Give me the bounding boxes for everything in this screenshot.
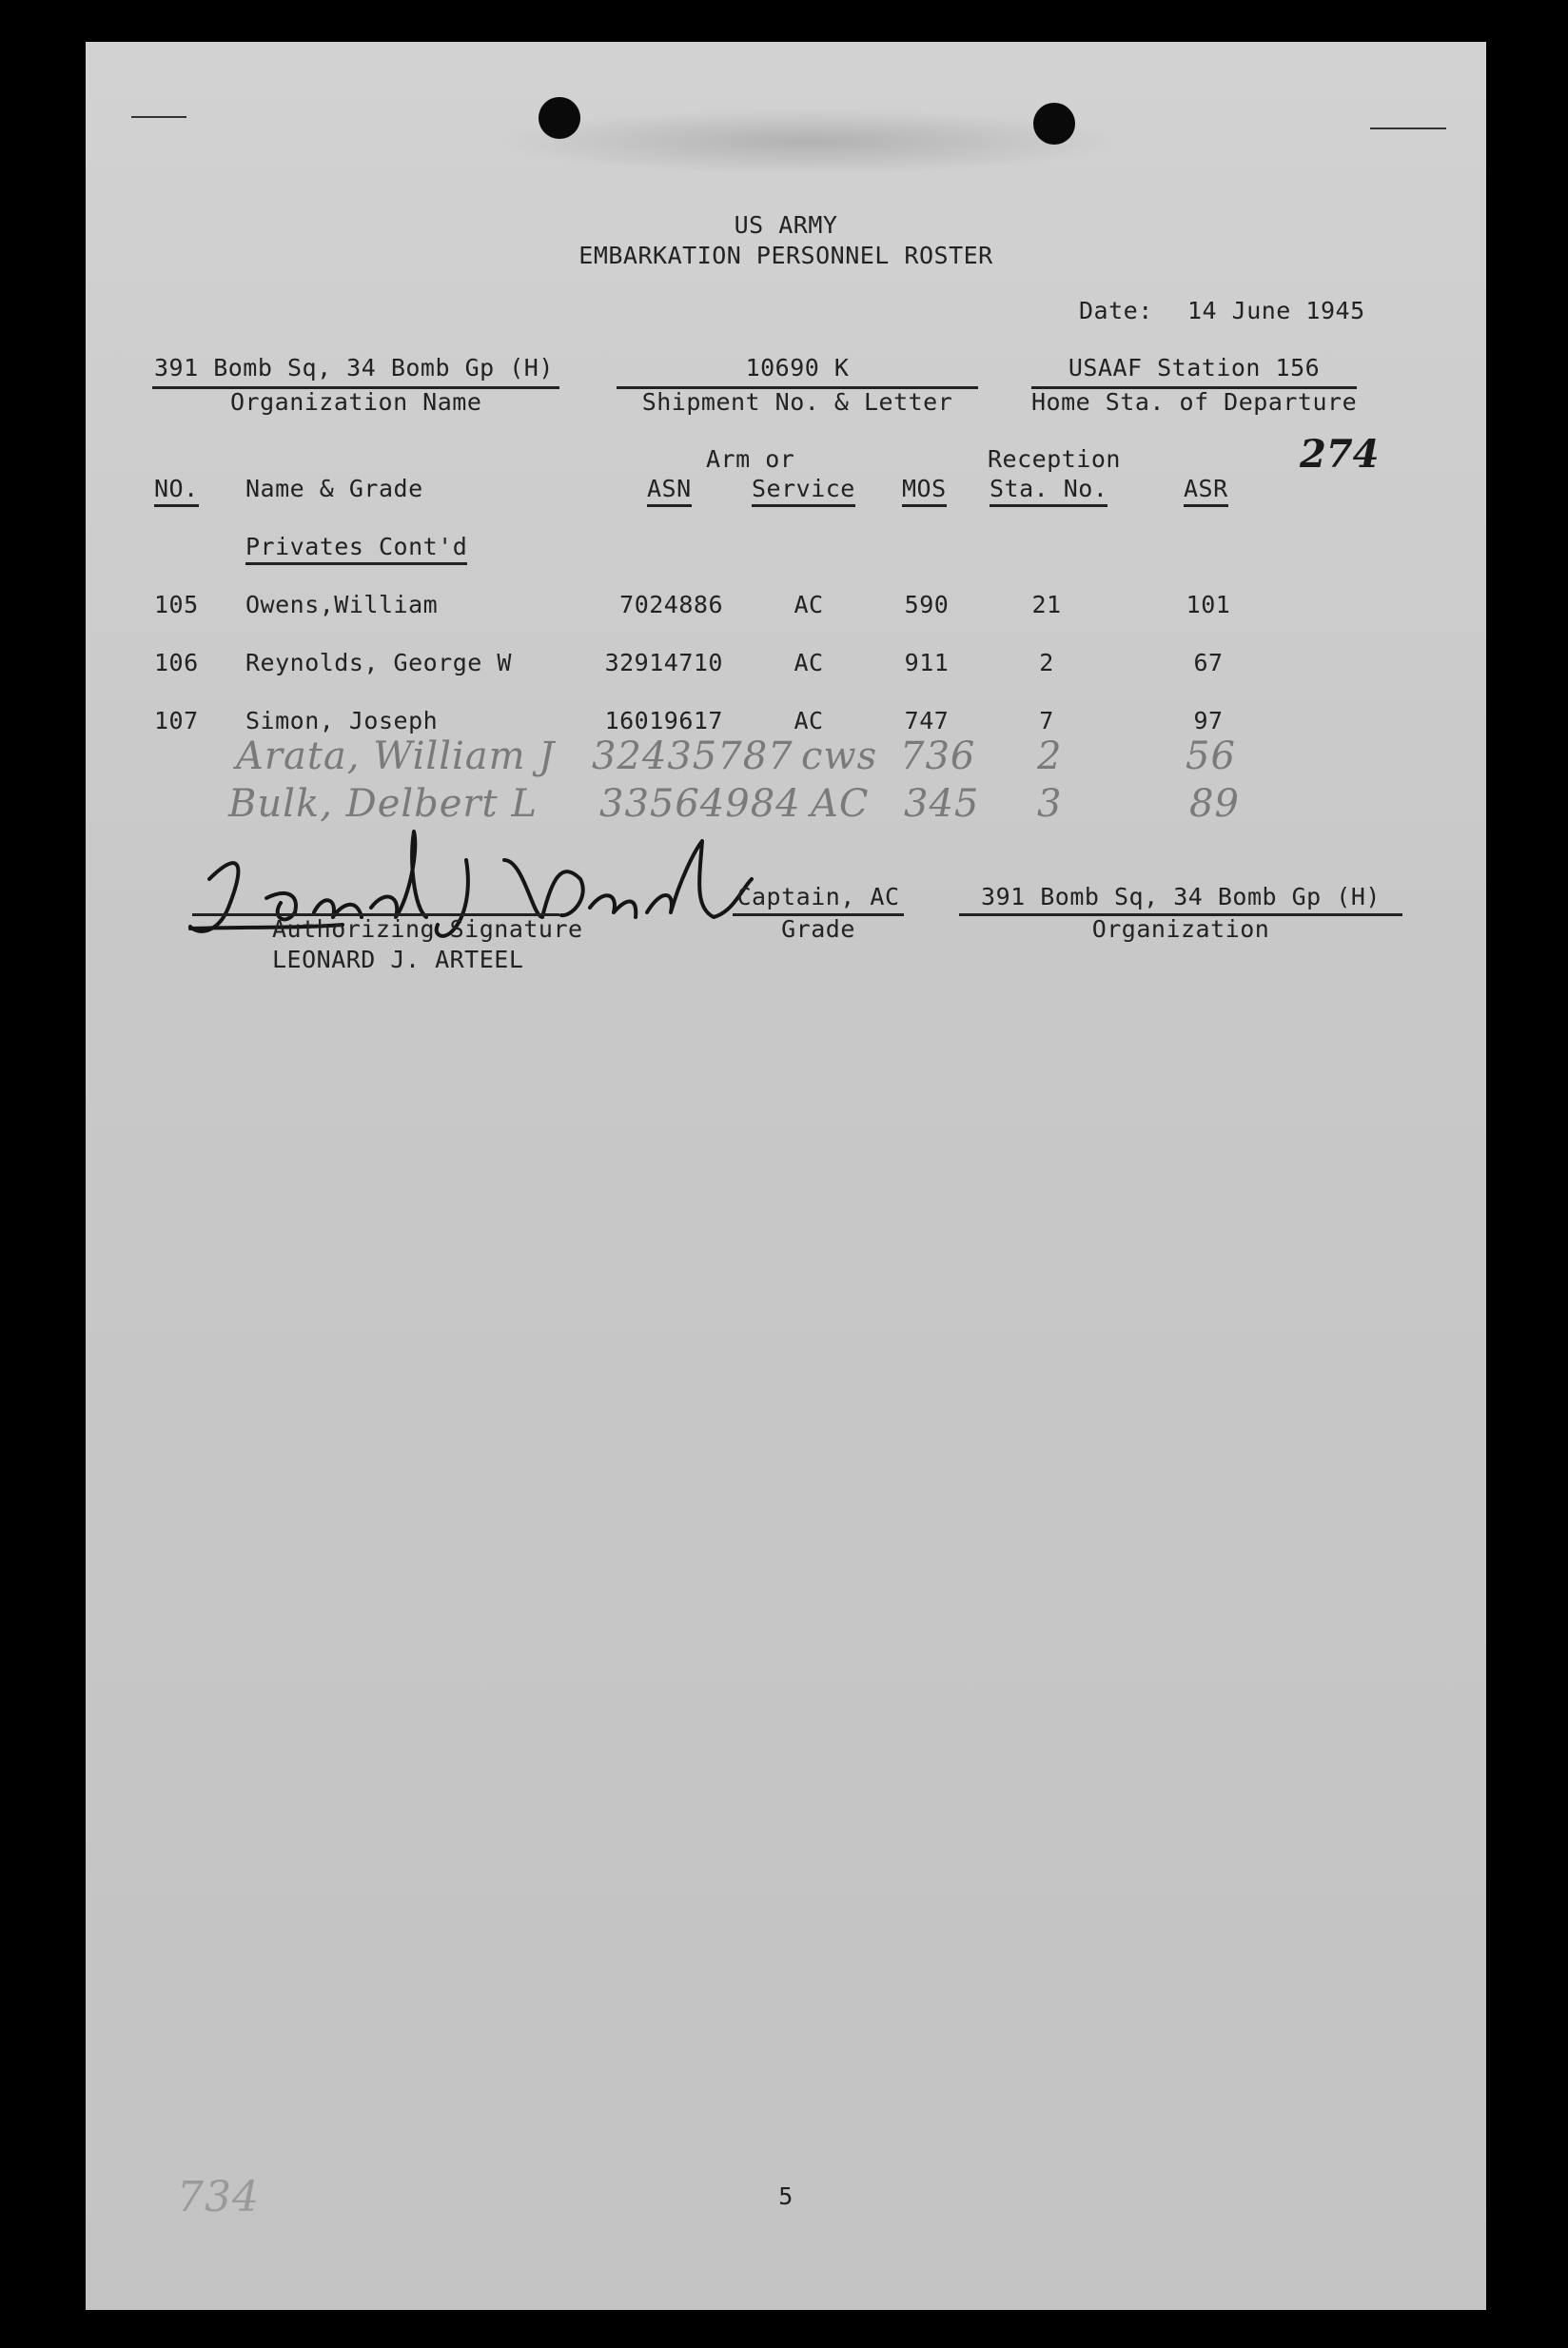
hand-mos: 736	[900, 734, 976, 778]
hand-asn: 33564984	[599, 782, 801, 826]
hand-asn: 32435787	[592, 734, 794, 778]
row-asr: 67	[1193, 649, 1224, 676]
hand-reception: 2	[1037, 734, 1063, 778]
grade-value: Captain, AC	[736, 883, 900, 910]
row-name: Simon, Joseph	[245, 707, 439, 734]
row-asn: 16019617	[604, 707, 723, 734]
hand-asr: 56	[1186, 734, 1236, 778]
signer-name: LEONARD J. ARTEEL	[272, 946, 524, 973]
row-arm: AC	[794, 707, 824, 734]
row-mos: 747	[904, 707, 950, 734]
row-asn: 7024886	[619, 591, 723, 618]
hand-name: Bulk, Delbert L	[228, 782, 538, 826]
row-asr: 97	[1193, 707, 1224, 734]
row-name: Owens,William	[245, 591, 439, 618]
shipment-value: 10690 K	[745, 354, 850, 382]
header-name: Name & Grade	[245, 475, 423, 502]
punch-hole-left	[539, 97, 580, 139]
date-value: 14 June 1945	[1187, 297, 1365, 324]
hand-reception: 3	[1037, 782, 1063, 826]
hand-mos: 345	[904, 782, 980, 826]
row-mos: 911	[904, 649, 950, 676]
hand-arm: AC	[811, 782, 870, 826]
margin-pencil-note: 734	[177, 2173, 260, 2221]
header-mos: MOS	[902, 475, 947, 507]
header-asn: ASN	[647, 475, 692, 507]
header-reception-line2: Sta. No.	[990, 475, 1107, 507]
row-reception: 7	[1039, 707, 1054, 734]
section-label: Privates Cont'd	[245, 533, 467, 565]
organization-name-value: 391 Bomb Sq, 34 Bomb Gp (H)	[154, 354, 554, 382]
header-no: NO.	[154, 475, 199, 507]
row-no: 107	[154, 707, 199, 734]
hand-arm: cws	[801, 734, 878, 778]
page-number: 5	[778, 2182, 794, 2210]
signature-organization-value: 391 Bomb Sq, 34 Bomb Gp (H)	[981, 883, 1381, 910]
header-arm-line1: Arm or	[706, 445, 795, 473]
row-no: 105	[154, 591, 199, 618]
organization-name-caption: Organization Name	[230, 388, 482, 416]
row-name: Reynolds, George W	[245, 649, 512, 676]
signature-organization-caption: Organization	[1091, 915, 1270, 943]
row-mos: 590	[904, 591, 950, 618]
grade-caption: Grade	[781, 915, 855, 943]
margin-mark-left	[131, 116, 186, 118]
row-arm: AC	[794, 591, 824, 618]
handwritten-signature	[181, 822, 771, 965]
row-reception: 2	[1039, 649, 1054, 676]
scan-smudge	[495, 108, 1123, 175]
signature-caption: Authorizing Signature	[272, 915, 583, 943]
row-arm: AC	[794, 649, 824, 676]
home-station-value: USAAF Station 156	[1068, 354, 1321, 382]
row-reception: 21	[1031, 591, 1062, 618]
page-stamp-number: 274	[1300, 432, 1380, 477]
header-arm-line2: Service	[752, 475, 855, 507]
row-asn: 32914710	[604, 649, 723, 676]
row-no: 106	[154, 649, 199, 676]
roster-page	[86, 42, 1486, 2310]
shipment-caption: Shipment No. & Letter	[641, 388, 953, 416]
margin-mark-right	[1370, 127, 1446, 129]
title-line-2: EMBARKATION PERSONNEL ROSTER	[578, 242, 993, 269]
header-reception-line1: Reception	[988, 445, 1121, 473]
row-asr: 101	[1186, 591, 1231, 618]
punch-hole-right	[1033, 103, 1075, 145]
date-label: Date:	[1079, 297, 1153, 324]
hand-asr: 89	[1189, 782, 1240, 826]
home-station-caption: Home Sta. of Departure	[1031, 388, 1358, 416]
hand-name: Arata, William J	[236, 734, 556, 778]
header-asr: ASR	[1184, 475, 1228, 507]
title-line-1: US ARMY	[734, 211, 838, 239]
